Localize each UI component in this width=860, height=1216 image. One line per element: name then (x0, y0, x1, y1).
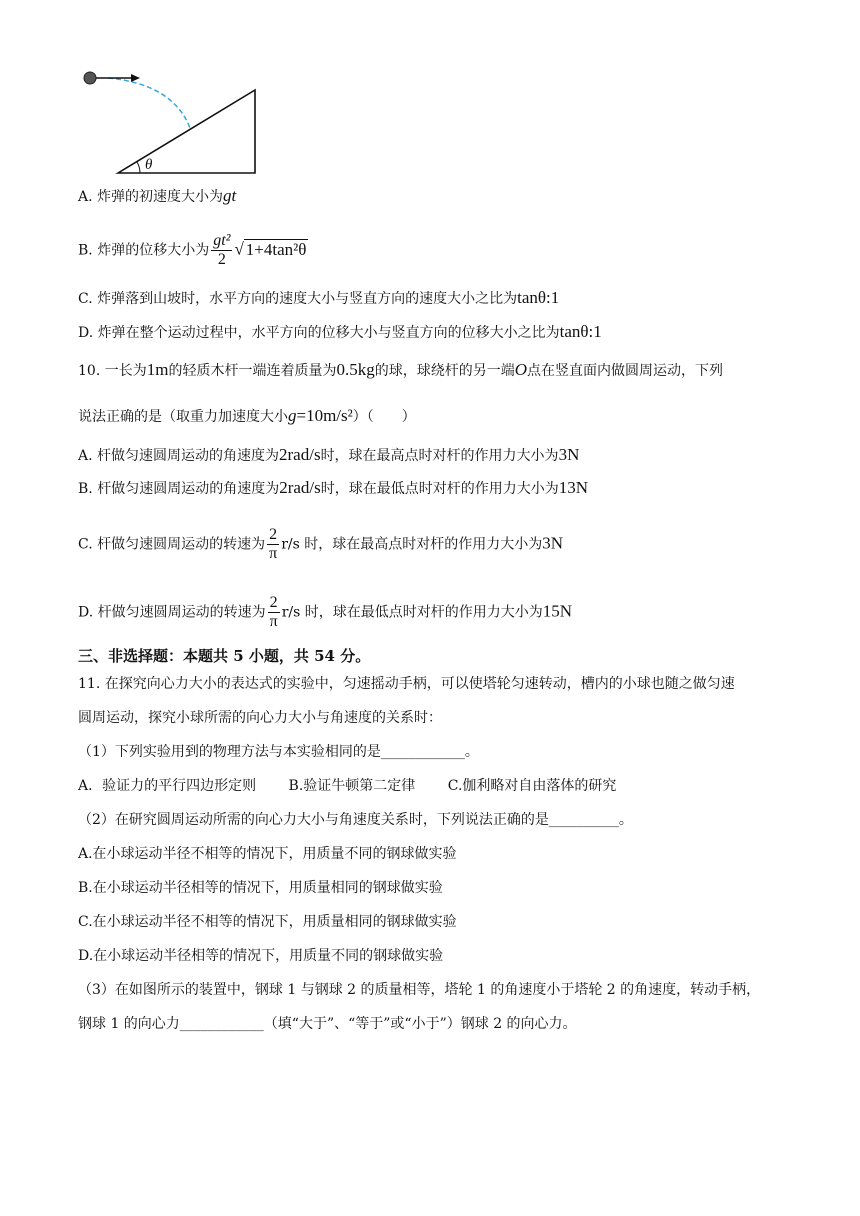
q10-option-b-omega: 2rad/s (279, 478, 321, 497)
incline-triangle (118, 90, 255, 173)
q10-option-d[interactable] (78, 594, 572, 631)
q9-option-b-text: B. 炸弹的位移大小为 (78, 242, 210, 259)
q10-option-a-omega: 2rad/s (279, 445, 321, 464)
q10-option-c-fraction (267, 526, 279, 563)
q10-option-a-text-2: 时，球在最高点时对杆的作用力大小为 (320, 448, 559, 464)
q10-option-c-numerator: 2 (267, 526, 279, 545)
angle-arc (137, 162, 140, 173)
q10-text-4: 点在竖直面内做圆周运动，下列 (526, 363, 723, 379)
q10-option-d-denominator: π (269, 613, 278, 630)
q11-intro-line1: 11. 在探究向心力大小的表达式的实验中，匀速摇动手柄，可以使塔轮匀速转动，槽内的小球也随之做匀速 (78, 676, 735, 692)
q11-part3-line1: （3）在如图所示的装置中，钢球 1 与钢球 2 的质量相等，塔轮 1 的角速度小于塔轮 2 的角速度，转动手柄， (78, 982, 761, 998)
angle-label: θ (145, 157, 153, 173)
q10-stem-line2 (78, 406, 416, 427)
q9-option-b-denominator: 2 (217, 251, 226, 268)
q10-point-o: O (514, 360, 527, 379)
q11-part2-option-c[interactable]: C.在小球运动半径不相等的情况下，用质量相同的钢球做实验 (78, 914, 457, 930)
q9-option-c[interactable] (78, 288, 559, 309)
q9-option-d-expr: tanθ:1 (559, 322, 602, 341)
q9-option-c-expr: tanθ:1 (517, 288, 560, 307)
q11-part2: （2）在研究圆周运动所需的向心力大小与角速度关系时，下列说法正确的是__________。 (78, 812, 633, 828)
q9-option-a-text: A. 炸弹的初速度大小为 (78, 189, 224, 205)
q10-option-a[interactable] (78, 445, 579, 466)
q9-option-a-expr: gt (223, 186, 237, 205)
q10-text-1: 10. 一长为 (78, 363, 147, 379)
q10-option-b[interactable] (78, 478, 588, 499)
q9-option-b-sqrt: √ 1+4tan²θ (234, 239, 307, 259)
q10-text-6: ）（ ） (352, 409, 416, 425)
q10-option-d-fraction (268, 594, 280, 631)
q10-option-a-force: 3N (558, 445, 580, 464)
arrow-head (131, 74, 140, 82)
q11-intro-line2: 圆周运动，探究小球所需的向心力大小与角速度的关系时： (78, 710, 442, 726)
q10-option-c-denominator: π (269, 545, 278, 562)
q10-option-b-force: 13N (558, 478, 589, 497)
q10-option-b-text-2: 时，球在最低点时对杆的作用力大小为 (320, 481, 559, 497)
q11-part2-option-a[interactable]: A.在小球运动半径不相等的情况下，用质量不同的钢球做实验 (78, 846, 457, 862)
bomb-ball (84, 72, 96, 84)
q10-text-3: 的球，球绕杆的另一端 (374, 363, 515, 379)
q9-option-b[interactable] (78, 232, 308, 269)
q11-part1: （1）下列实验用到的物理方法与本实验相同的是____________。 (78, 744, 479, 760)
q10-option-b-text-1: B. 杆做匀速圆周运动的角速度为 (78, 481, 280, 497)
q11-part3-line2: 钢球 1 的向心力____________（填“大于”、“等于”或“小于”）钢球 2 的向心力。 (78, 1016, 577, 1032)
q9-option-a[interactable] (78, 186, 236, 207)
projectile-incline-figure (78, 66, 268, 178)
q10-option-d-text-1: D. 杆做匀速圆周运动的转速为 (78, 604, 266, 621)
q9-option-c-text: C. 炸弹落到山坡时，水平方向的速度大小与竖直方向的速度大小之比为 (78, 291, 518, 307)
q9-option-b-radicand: 1+4tan²θ (245, 239, 307, 259)
q10-text-2: 的轻质木杆一端连着质量为 (168, 363, 337, 379)
q10-g-value: =10m/s² (296, 406, 353, 425)
q10-option-c[interactable] (78, 526, 563, 563)
q10-mass: 0.5kg (336, 360, 375, 379)
q10-stem-line1 (78, 360, 723, 381)
section-3-heading: 三、非选择题：本题共 5 小题，共 54 分。 (78, 647, 371, 665)
q9-option-d[interactable] (78, 322, 602, 343)
q10-option-c-text-2: r/s 时，球在最高点时对杆的作用力大小为 (281, 536, 543, 553)
q9-option-b-numerator: gt² (213, 232, 231, 249)
q9-option-d-text: D. 炸弹在整个运动过程中，水平方向的位移大小与竖直方向的位移大小之比为 (78, 325, 560, 341)
q11-part1-options[interactable]: A．验证力的平行四边形定则 B.验证牛顿第二定律 C.伽利略对自由落体的研究 (78, 778, 617, 794)
q11-part2-option-b[interactable]: B.在小球运动半径相等的情况下，用质量相同的钢球做实验 (78, 880, 443, 896)
q10-text-5: 说法正确的是（取重力加速度大小 (78, 409, 288, 425)
q11-part2-option-d[interactable]: D.在小球运动半径相等的情况下，用质量不同的钢球做实验 (78, 948, 444, 964)
q10-option-c-text-1: C. 杆做匀速圆周运动的转速为 (78, 536, 266, 553)
q10-option-a-text-1: A. 杆做匀速圆周运动的角速度为 (78, 448, 280, 464)
q10-option-d-text-2: r/s 时，球在最低点时对杆的作用力大小为 (281, 604, 543, 621)
q10-option-d-force: 15N (542, 601, 573, 621)
q10-option-d-numerator: 2 (268, 594, 280, 613)
q10-option-c-force: 3N (542, 533, 564, 553)
q9-option-b-fraction (211, 232, 232, 269)
q10-length: 1m (146, 360, 169, 379)
q10-g-symbol: g (288, 406, 297, 425)
trajectory-curve (108, 78, 190, 128)
